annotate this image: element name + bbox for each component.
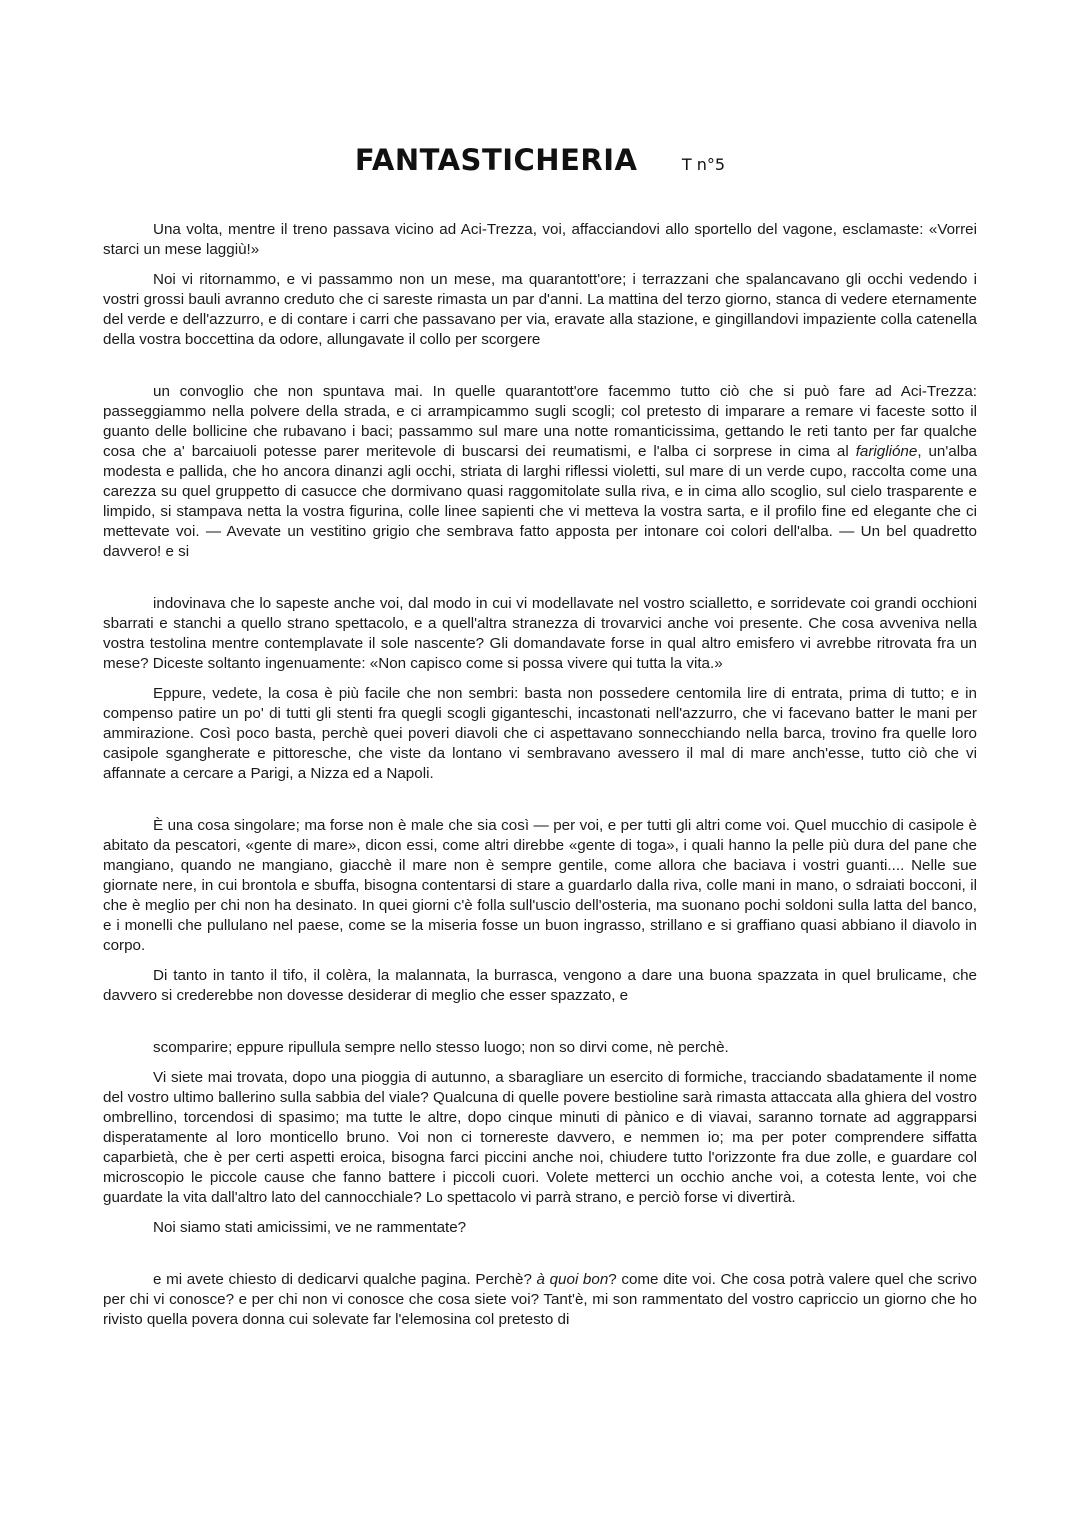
paragraph-text: Di tanto in tanto il tifo, il colèra, la malannata, la burrasca, vengono a dare una buona spazzata in quel brulicame, che davvero si crederebbe non dovesse desiderar di meglio che esser spazzato, e	[103, 967, 977, 1004]
paragraph	[103, 1038, 977, 1058]
paragraph	[103, 816, 977, 956]
paragraph-text: ? come dite voi. Che cosa potrà valere quel che scrivo per chi vi conosce? e per chi non vi conosce che cosa siete voi? Tant'è, mi son rammentato del vostro capriccio un giorno che ho rivisto quella povera donna cui solevate far l'elemosina col pretesto di	[103, 1271, 977, 1328]
paragraph	[103, 1068, 977, 1208]
paragraph-text: , un'alba modesta e pallida, che ho ancora dinanzi agli occhi, striata di larghi riflessi violetti, sul mare di un verde cupo, raccolta come una carezza su quel gruppetto di casucce che dormivano quasi raggomitolate sulla riva, e in cima allo scoglio, sul cielo trasparente e limpido, si stampava netta la vostra figurina, colle linee sapienti che vi metteva la vostra sarta, e il profilo fine ed elegante che ci mettevate voi. — Avevate un vestitino grigio che sembrava fatto apposta per intonare coi colori dell'alba. — Un bel quadretto davvero! e si	[103, 443, 977, 560]
paragraph	[103, 382, 977, 562]
paragraph-text: Noi vi ritornammo, e vi passammo non un mese, ma quarantott'ore; i terrazzani che spalancavano gli occhi vedendo i vostri grossi bauli avranno creduto che ci sareste rimasta un par d'anni. La mattina del terzo giorno, stanca di vedere eternamente del verde e dell'azzurro, e di contare i carri che passavano per via, eravate alla stazione, e gingillandovi impaziente colla catenella della vostra boccettina da odore, allungavate il collo per scorgere	[103, 271, 977, 348]
paragraph	[103, 1218, 977, 1238]
italic-term: à quoi bon	[536, 1271, 609, 1288]
title-row	[0, 143, 1080, 177]
paragraph	[103, 1270, 977, 1330]
paragraph	[103, 684, 977, 784]
paragraph-text: Vi siete mai trovata, dopo una pioggia di autunno, a sbaragliare un esercito di formiche, tracciando sbadatamente il nome del vostro ultimo ballerino sulla sabbia del viale? Qualcuna di quelle povere bestioline sarà rimasta attaccata alla ghiera del vostro ombrellino, torcendosi di spasimo; ma tutte le altre, dopo cinque minuti di pànico e di viavai, saranno tornate ad aggrapparsi disperatamente al loro monticello bruno. Voi non ci tornereste davvero, e nemmen io; ma per poter comprendere siffatta caparbietà, che è per certi aspetti eroica, bisogna farci piccini anche noi, chiudere tutto l'orizzonte fra due zolle, e guardare col microscopio le piccole cause che fanno battere i piccoli cuori. Volete metterci un occhio anche voi, a cotesta lente, voi che guardate la vita dall'altro lato del cannocchiale? Lo spettacolo vi parrà strano, e perciò forse vi divertirà.	[103, 1069, 977, 1206]
paragraph-text: indovinava che lo sapeste anche voi, dal modo in cui vi modellavate nel vostro scialletto, e sorridevate coi grandi occhioni sbarrati e stanchi a quello strano spettacolo, e a quell'altra stranezza di trovarvici anche voi presente. Che cosa avveniva nella vostra testolina mentre contemplavate il sole nascente? Gli domandavate forse in qual altro emisfero vi avrebbe ritrovata fra un mese? Diceste soltanto ingenuamente: «Non capisco come si possa vivere qui tutta la vita.»	[103, 595, 977, 672]
paragraph-text: Eppure, vedete, la cosa è più facile che non sembri: basta non possedere centomila lire di entrata, prima di tutto; e in compenso patire un po' di tutti gli stenti fra quegli scogli giganteschi, incastonati nell'azzurro, che vi facevano batter le mani per ammirazione. Così poco basta, perchè quei poveri diavoli che ci aspettavano sonnecchiando nella barca, trovino fra quelle loro casipole sgangherate e pittoresche, che viste da lontano vi sembravano avessero il mal di mare anch'esse, tutto ciò che vi affannate a cercare a Parigi, a Nizza ed a Napoli.	[103, 685, 977, 782]
italic-term: fariglióne	[855, 443, 918, 460]
paragraph-text: È una cosa singolare; ma forse non è male che sia così — per voi, e per tutti gli altri come voi. Quel mucchio di casipole è abitato da pescatori, «gente di mare», dicon essi, come altri direbbe «gente di toga», i quali hanno la pelle più dura del pane che mangiano, quando ne mangiano, giacchè il mare non è sempre gentile, come allora che baciava i vostri guanti.... Nelle sue giornate nere, in cui brontola e sbuffa, bisogna contentarsi di stare a guardarlo dalla riva, colle mani in mano, o sdraiati bocconi, il che è meglio per chi non ha desinato. In quei giorni c'è folla sull'uscio dell'osteria, ma suonano pochi soldoni sulla latta del banco, e i monelli che pullulano nel paese, come se la miseria fosse un buon ingrasso, strillano e si graffiano quasi abbiano il diavolo in corpo.	[103, 817, 977, 954]
paragraph-text: un convoglio che non spuntava mai. In quelle quarantott'ore facemmo tutto ciò che si può fare ad Aci-Trezza: passeggiammo nella polvere della strada, e ci arrampicammo sugli scogli; col pretesto di imparare a remare vi faceste sotto il guanto delle bollicine che rubavano i baci; passammo sul mare una notte romanticissima, gettando le reti tanto per far qualche cosa che a' barcaiuoli potesse parer meritevole di buscarsi dei reumatismi, e l'alba ci sorprese in cima al	[103, 383, 977, 460]
paragraph	[103, 220, 977, 260]
paragraph-text: e mi avete chiesto di dedicarvi qualche pagina. Perchè?	[153, 1271, 532, 1288]
paragraph-text: scomparire; eppure ripullula sempre nello stesso luogo; non so dirvi come, nè perchè.	[153, 1039, 729, 1056]
paragraph-text: Una volta, mentre il treno passava vicino ad Aci-Trezza, voi, affacciandovi allo sportello del vagone, esclamaste: «Vorrei starci un mese laggiù!»	[103, 221, 977, 258]
body-text	[103, 220, 977, 1340]
paragraph	[103, 594, 977, 674]
document-title: FANTASTICHERIA	[354, 143, 638, 177]
text-number: T n°5	[681, 155, 726, 174]
paragraph	[103, 270, 977, 350]
paragraph-text: Noi siamo stati amicissimi, ve ne rammentate?	[153, 1219, 467, 1236]
paragraph	[103, 966, 977, 1006]
